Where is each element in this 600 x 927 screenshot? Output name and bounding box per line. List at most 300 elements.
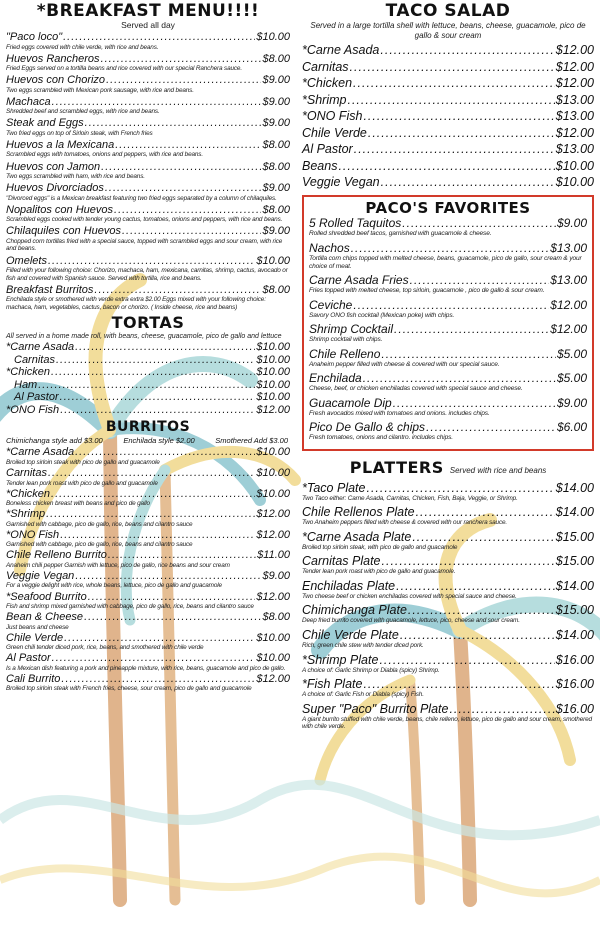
menu-item-nachos [309,242,587,271]
menu-item-chimichanga-plate [302,603,594,625]
menu-item-nopalitos-con-huevos [6,204,290,224]
item-price: $14.00 [555,628,594,643]
menu-item-enchilada [309,372,587,393]
item-name: Al Pastor [302,142,353,156]
menu-item-row [309,242,587,255]
dot-leader [85,117,262,130]
dot-leader [122,225,262,238]
dot-leader [382,554,555,568]
item-description: Tender lean pork roast with pico de gallo and guacamole. [302,568,456,576]
dot-leader [380,43,554,57]
item-description: Chopped corn tortillas fried with a special sauce, topped with scrambled eggs and sour cream, with rice and beans. [6,237,283,253]
platters-header [302,459,594,477]
item-description: Broiled top sirloin steak with pico de gallo and guacamole [6,458,160,466]
item-name: *Carne Asada [6,341,75,354]
item-description: Fried eggs covered with chile verde, with rice and beans. [6,43,159,51]
menu-item-seafood-burrito [6,591,290,611]
menu-item-ceviche [309,299,587,320]
menu-item-row [6,204,290,217]
item-description: Broiled top sirloin steak with French fries, cheese, sour cream, pico de gallo and guacamole [6,685,252,693]
item-description: Two eggs scrambled with ham, with rice and beans. [6,173,145,181]
taco-salad-list [302,43,594,189]
item-name: Omelets [6,254,47,267]
item-price: $8.00 [262,611,290,624]
item-name: *Carne Asada [6,446,75,459]
item-name: Veggie Vegan [302,175,380,189]
item-name: Chile Relleno Burrito [6,549,107,562]
menu-item-row [6,488,290,501]
dot-leader [51,366,255,379]
item-name: Steak and Eggs [6,117,84,130]
menu-item-super-paco-burrito-plate [302,702,594,731]
menu-item-row [309,323,587,336]
menu-item-shrimp-plate [302,653,594,675]
menu-item-row [302,76,594,90]
dot-leader [48,467,255,480]
item-name: Carnitas Plate [302,554,381,569]
dot-leader [63,31,255,44]
item-description: Filled with your following choice: Chorizo, machaca, ham, mexicana, carnitas, shrimp, cactus, avocado or fish and covered with Spanish sauce. Served with tortilla, rice and beans. [6,267,288,282]
menu-item-row [302,628,594,642]
menu-item-carnitas [302,60,594,74]
item-name: Pico De Gallo & chips [309,420,426,434]
item-price: $8.00 [262,283,290,296]
menu-item-chilaquiles-con-huevos [6,225,290,253]
item-price: $10.00 [555,175,594,189]
dot-leader [61,673,255,686]
item-price: $5.00 [556,371,587,385]
menu-item-huevos-a-la-mexicana [6,139,290,159]
favorites-list [309,217,587,442]
item-description: Two cheese beef or chicken enchiladas covered with special sauce and cheese. [302,592,517,600]
platters-list [302,481,594,732]
item-name: Enchiladas Plate [302,578,396,593]
item-name: "Paco loco" [6,31,63,43]
menu-item-breakfast-burritos [6,284,290,312]
item-name: Machaca [6,95,51,108]
menu-item-row [302,126,594,140]
item-price: $12.00 [256,672,290,685]
item-description: Garnished with cabbage, pico de gallo, rice, beans and cilantro sauce [6,541,193,549]
item-name: Chile Verde Plate [302,628,399,643]
dot-leader [354,142,555,156]
item-name: *Chicken [6,366,51,379]
item-price: $9.00 [556,216,587,230]
menu-item-enchiladas-plate [302,579,594,601]
dot-leader [400,628,555,642]
item-name: Huevos Divorciados [6,182,104,195]
item-name: *ONO Fish [6,403,60,416]
item-name: Cali Burrito [6,672,61,685]
item-name: *ONO Fish [6,528,60,541]
item-name: Breakfast Burritos [6,283,94,296]
menu-item-row [302,579,594,593]
dot-leader [363,677,554,691]
dot-leader [60,391,256,404]
item-name: Al Pastor [14,391,59,404]
item-name: *Carne Asada [302,43,380,57]
menu-item-row [6,379,290,392]
menu-item-huevos-con-chorizo [6,74,290,94]
menu-item-row [6,354,290,367]
item-name: Huevos Rancheros [6,52,100,65]
item-name: Chile Verde [6,631,64,644]
item-name: Shrimp Cocktail [309,322,394,336]
dot-leader [396,579,555,593]
menu-item-chile-relleno-burrito [6,549,290,569]
dot-leader [75,570,261,583]
menu-item-row [302,677,594,691]
menu-item-huevos-rancheros [6,53,290,73]
menu-item-huevos-divorciados [6,182,290,202]
menu-item-row [6,341,290,354]
favorites-title: PACO'S FAVORITES [365,199,531,217]
menu-item-carnitas-plate [302,554,594,576]
dot-leader [402,217,556,230]
menu-item-row [309,299,587,312]
right-column [302,2,594,734]
item-description: Just beans and cheese [6,623,69,631]
taco-salad-section [302,2,594,189]
item-description: Enchilada style or smothered with verde extra extra $2.00 Eggs mixed with your following choice: machaca, ham, vegetables, cactus, bacon or chorizo. ( Inside cheese, rice and beans) [6,296,266,311]
menu-item-row [6,508,290,521]
dot-leader [56,354,255,367]
dot-leader [101,161,261,174]
dot-leader [381,348,556,361]
menu-item-row [302,175,594,189]
item-price: $13.00 [550,240,587,255]
item-description: Scrambled eggs with tomatoes, onions and peppers, with rice and beans. [6,151,203,159]
item-price: $10.00 [256,391,290,404]
item-price: $12.00 [550,297,587,312]
menu-item-row [6,632,290,645]
dot-leader [381,175,555,189]
item-price: $16.00 [555,677,594,692]
menu-item-row [309,348,587,361]
dot-leader [75,446,255,459]
pacos-favorites-section [302,195,594,451]
left-column [6,2,290,694]
item-price: $10.00 [256,487,290,500]
menu-item-row [6,31,290,44]
tortas-title: TORTAS [111,313,185,333]
dot-leader [408,603,555,617]
dot-leader [416,505,555,519]
menu-item-al-pastor [6,391,290,404]
item-name: Chimichanga Plate [302,603,407,618]
item-description: Savory ONO fish cocktail (Mexican poke) with chips. [309,311,455,319]
item-description: Fresh avocados mixed with tomatoes and onions. includes chips. [309,409,490,417]
menu-item-chile-verde [6,632,290,652]
menu-item-row [6,255,290,268]
item-price: $12.00 [256,508,290,521]
item-name: Veggie Vegan [6,569,75,582]
dot-leader [52,96,262,109]
menu-item-guacamole-dip [309,397,587,418]
menu-item-al-pastor [6,652,290,672]
item-description: Cheese, beef, or chicken enchiladas covered with special sauce and cheese. [309,385,523,392]
menu-item-fish-plate [302,677,594,699]
platters-title: PLATTERS [349,457,444,477]
item-description: A choice of: Garlic Shrimp or Diabla (spicy) Shrimp. [302,666,440,674]
menu-item-row [6,366,290,379]
item-price: $10.00 [256,467,290,479]
menu-item-row [6,673,290,686]
item-description: Tender lean pork roast with pico de gallo and guacamole [6,479,158,487]
item-price: $10.00 [256,652,290,665]
item-price: $10.00 [256,254,290,267]
menu-item-row [302,530,594,544]
item-name: Huevos con Chorizo [6,74,106,87]
dot-leader [48,255,255,268]
item-price: $10.00 [256,31,290,43]
menu-item-row [6,161,290,174]
item-price: $10.00 [256,366,290,379]
taco-salad-title: TACO SALAD [385,1,511,21]
menu-item-steak-and-eggs [6,117,290,137]
dot-leader [75,341,255,354]
burritos-section [6,419,290,693]
menu-item-ham [6,379,290,392]
menu-item-shrimp-cocktail [309,323,587,344]
dot-leader [94,284,261,297]
breakfast-section [6,2,290,311]
item-price: $10.00 [555,158,594,173]
item-name: *Carne Asada Plate [302,529,412,544]
menu-item-row [302,653,594,667]
menu-item-carnitas [6,354,290,367]
item-description: Two Anaheim peppers filled with cheese & covered with our ranchera sauce. [302,519,508,527]
item-description: Two Taco either: Carne Asada, Carnitas, Chicken, Fish, Baja, Veggie, or Shrimp. [302,494,518,502]
item-price: $8.00 [262,138,290,151]
breakfast-title: *BREAKFAST MENU!!!! [36,1,260,21]
menu-item-row [6,652,290,665]
item-name: 5 Rolled Taquitos [309,216,402,230]
item-price: $12.00 [550,322,587,336]
item-price: $14.00 [555,480,594,495]
menu-item-row [6,225,290,238]
item-price: $13.00 [555,92,594,107]
menu-item-row [309,217,587,230]
item-price: $13.00 [555,142,594,156]
item-price: $9.00 [262,95,290,108]
item-price: $13.00 [550,273,587,287]
item-price: $10.00 [256,378,290,391]
menu-item-carne-asada-plate [302,530,594,552]
breakfast-subtitle: Served all day [121,20,175,30]
item-price: $15.00 [555,603,594,618]
item-price: $9.00 [556,395,587,410]
item-name: *Taco Plate [302,480,366,495]
menu-item-row [6,74,290,87]
item-name: Nopalitos con Huevos [6,203,114,216]
dot-leader [347,93,554,107]
menu-item-row [6,404,290,417]
item-price: $9.00 [262,117,290,130]
platters-section [302,459,594,732]
item-name: Enchilada [309,371,362,385]
item-name: Carne Asada Fries [309,273,409,287]
menu-item-row [302,554,594,568]
menu-item-carne-asada [6,341,290,354]
dot-leader [410,274,550,287]
item-name: *Shrimp Plate [302,652,379,667]
menu-item-veggie-vegan [302,175,594,189]
menu-item-row [302,60,594,74]
menu-item-row [6,591,290,604]
menu-item-row [6,182,290,195]
dot-leader [115,139,261,152]
menu-item-carne-asada [6,446,290,466]
item-name: Ham [14,378,38,391]
burritos-title: BURRITOS [105,419,191,436]
dot-leader [52,652,256,665]
dot-leader [106,74,261,87]
menu-item-row [309,397,587,410]
dot-leader [426,421,556,434]
item-name: Chile Rellenos Plate [302,505,415,520]
item-price: $16.00 [555,652,594,667]
burritos-list [6,446,290,693]
dot-leader [108,549,256,562]
item-description: Two fried eggs on top of Sirloin steak, with French fries [6,129,153,137]
item-description: Rich, green chile stew with tender diced pork. [302,642,424,650]
menu-item-taco-plate [302,481,594,503]
dot-leader [84,611,261,624]
menu-item-row [6,467,290,480]
menu-item-huevos-con-jamon [6,161,290,181]
menu-item-chile-verde-plate [302,628,594,650]
item-name: Carnitas [14,353,55,366]
dot-leader [394,323,549,336]
dot-leader [101,53,262,66]
item-name: *Chicken [6,487,51,500]
item-description: For a veggie delight with rice, whole beans, lettuce, pico de gallo and guacamole [6,582,222,590]
menu-item-carne-asada-fries [309,274,587,295]
menu-item-ono-fish [6,404,290,417]
item-description: Rolled shredded beef tacos, garnished with guacamole & cheese. [309,230,492,237]
item-description: Anaheim chili pepper Garnish with lettuce, pico de gallo, rice beans and sour cream [6,561,230,569]
menu-item-paco-loco [6,31,290,51]
item-name: Chilaquiles con Huevos [6,225,121,238]
menu-item-row [309,372,587,385]
dot-leader [353,76,555,90]
menu-item-row [302,109,594,123]
item-price: $6.00 [556,420,587,434]
menu-item-omelets [6,255,290,283]
item-price: $12.00 [256,403,290,416]
dot-leader [351,242,550,255]
menu-item-row [6,611,290,624]
menu-item-row [6,117,290,130]
item-description: Broiled top sirloin steak, with pico de gallo and guacamole [302,543,458,551]
item-price: $9.00 [262,74,290,87]
item-price: $12.00 [555,43,594,57]
item-price: $12.00 [555,125,594,140]
dot-leader [393,397,556,410]
platters-subtitle: Served with rice and beans [449,465,547,475]
item-price: $8.00 [262,160,290,173]
dot-leader [363,372,556,385]
tortas-subtitle: All served in a home made roll, with beans, cheese, guacamole, pico de gallo and lettuce [6,333,282,341]
menu-item-pico-de-gallo-chips [309,421,587,442]
menu-item-al-pastor [302,142,594,156]
item-price: $9.00 [262,225,290,238]
menu-item-machaca [6,96,290,116]
menu-item-chicken [6,488,290,508]
item-price: $12.00 [555,76,594,90]
dot-leader [60,529,255,542]
item-price: $15.00 [555,554,594,569]
surcharge-smothered: Smothered Add $3.00 [215,436,288,446]
item-name: Super "Paco" Burrito Plate [302,701,449,716]
item-price: $5.00 [556,346,587,361]
item-price: $10.00 [256,341,290,354]
item-description: Deep fried burrito covered with guacamole, lettuce, pico, cheese and sour cream. [302,617,520,625]
menu-item-row [302,43,594,57]
item-price: $9.00 [262,569,290,582]
menu-item-shrimp [6,508,290,528]
menu-item-bean-cheese [6,611,290,631]
menu-item-shrimp [302,93,594,107]
item-price: $12.00 [256,528,290,541]
item-description: Is a Mexican dish featuring a pork and pineapple mixture, with rice, beans, guacamole and pico de gallo. [6,664,286,672]
item-price: $11.00 [257,549,290,562]
item-description: Two eggs scrambled with Mexican pork sausage, with rice and beans. [6,86,194,94]
dot-leader [46,508,255,521]
breakfast-list [6,31,290,311]
menu-item-chile-relleno [309,348,587,369]
dot-leader [38,379,255,392]
menu-item-row [302,93,594,107]
dot-leader [64,632,255,645]
item-name: Al Pastor [6,652,51,665]
menu-item-veggie-vegan [6,570,290,590]
dot-leader [88,591,256,604]
dot-leader [51,488,255,501]
item-name: *ONO Fish [302,109,363,123]
item-price: $13.00 [555,109,594,123]
item-description: Fish and shrimp mixed garnished with cabbage, pico de gallo, rice, beans and cilantro sauce [6,603,254,611]
item-name: Huevos a la Mexicana [6,138,115,151]
dot-leader [379,653,554,667]
item-name: *Shrimp [302,92,347,107]
item-price: $8.00 [262,203,290,216]
dot-leader [363,109,554,123]
item-price: $10.00 [256,631,290,644]
menu-item-row [6,529,290,542]
item-price: $14.00 [555,505,594,520]
item-name: *Fish Plate [302,677,363,692]
tortas-list [6,341,290,416]
menu-item-carne-asada [302,43,594,57]
dot-leader [338,159,554,173]
item-price: $9.00 [262,182,290,195]
menu-item-row [6,53,290,66]
item-name: *Chicken [302,76,353,90]
dot-leader [412,530,554,544]
menu-item-row [302,702,594,716]
item-description: A giant burrito stuffed with chile verde, beans, chile relleno, lettuce, pico de gallo and sour cream, smothered with chile verde. [302,715,592,731]
item-name: Ceviche [309,297,353,312]
item-price: $16.00 [555,701,594,716]
item-name: Huevos con Jamon [6,160,101,173]
item-price: $12.00 [555,59,594,74]
item-price: $12.00 [256,590,290,603]
surcharge-chimichanga: Chimichanga style add $3.00 [6,436,103,446]
menu-item-row [6,570,290,583]
item-name: Beans [302,158,338,173]
